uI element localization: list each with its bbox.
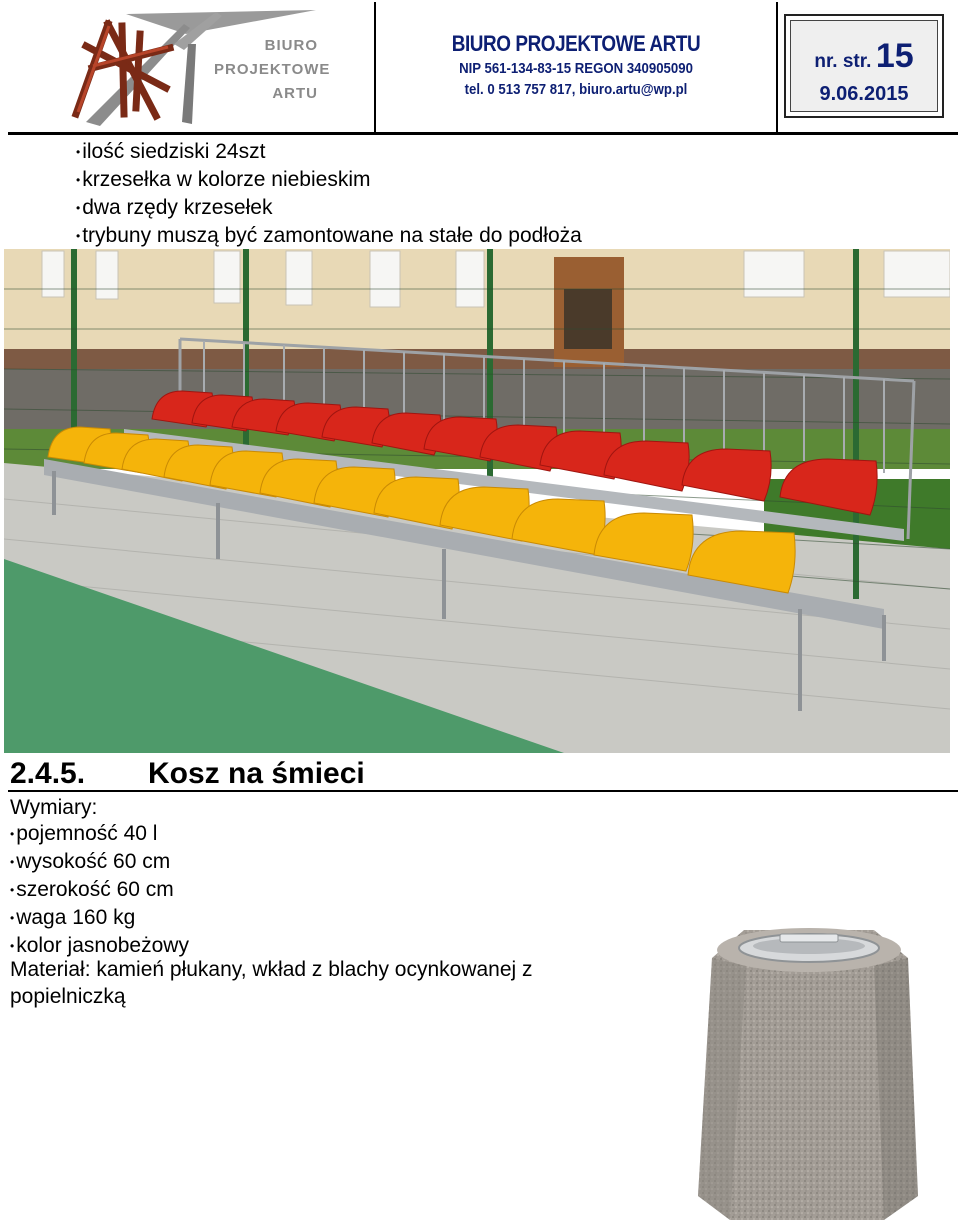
- tribune-bleacher-photo: [4, 249, 950, 753]
- header-rule: [8, 132, 958, 135]
- list-item: •szerokość 60 cm: [10, 877, 174, 901]
- document-date: 9.06.2015: [819, 83, 909, 105]
- company-info: [376, 30, 776, 100]
- list-item: •ilość siedziski 24szt: [76, 140, 266, 163]
- page-number: 15: [875, 37, 914, 75]
- section-number: 2.4.5.: [10, 757, 86, 790]
- list-item: •pojemność 40 l: [10, 822, 158, 845]
- section-title: Kosz na śmieci: [148, 757, 365, 790]
- page-header: [0, 0, 960, 136]
- material-text: Materiał: kamień płukany, wkład z blachy ocynkowanej z popielniczką: [10, 958, 533, 1008]
- company-contact: tel. 0 513 757 817, biuro.artu@wp.pl: [464, 81, 688, 98]
- list-item: •dwa rzędy krzesełek: [76, 195, 273, 219]
- stone-trash-bin-photo: [660, 886, 956, 1220]
- logo-line-2: PROJEKTOWE: [214, 61, 331, 78]
- bin-spec-list: [10, 820, 189, 960]
- tribune-spec-list: [76, 138, 582, 250]
- list-item: •waga 160 kg: [10, 905, 136, 929]
- list-item: •wysokość 60 cm: [10, 849, 171, 873]
- section-heading: [10, 756, 365, 792]
- header-divider: [776, 2, 778, 132]
- company-name: BIURO PROJEKTOWE ARTU: [451, 31, 701, 56]
- logo-line-3: ARTU: [272, 85, 318, 102]
- list-item: •kolor jasnobeżowy: [10, 933, 189, 957]
- section-rule: [8, 790, 958, 792]
- list-item: •trybuny muszą być zamontowane na stałe do podłoża: [76, 223, 582, 247]
- logo-wordmark: [214, 34, 331, 106]
- company-ids: NIP 561-134-83-15 REGON 340905090: [459, 60, 693, 77]
- logo-line-1: BIURO: [264, 37, 318, 54]
- page-label: nr. str.: [814, 51, 872, 72]
- dimensions-label: Wymiary:: [10, 796, 98, 819]
- list-item: •krzesełka w kolorze niebieskim: [76, 167, 371, 191]
- page-number-box: [784, 14, 944, 118]
